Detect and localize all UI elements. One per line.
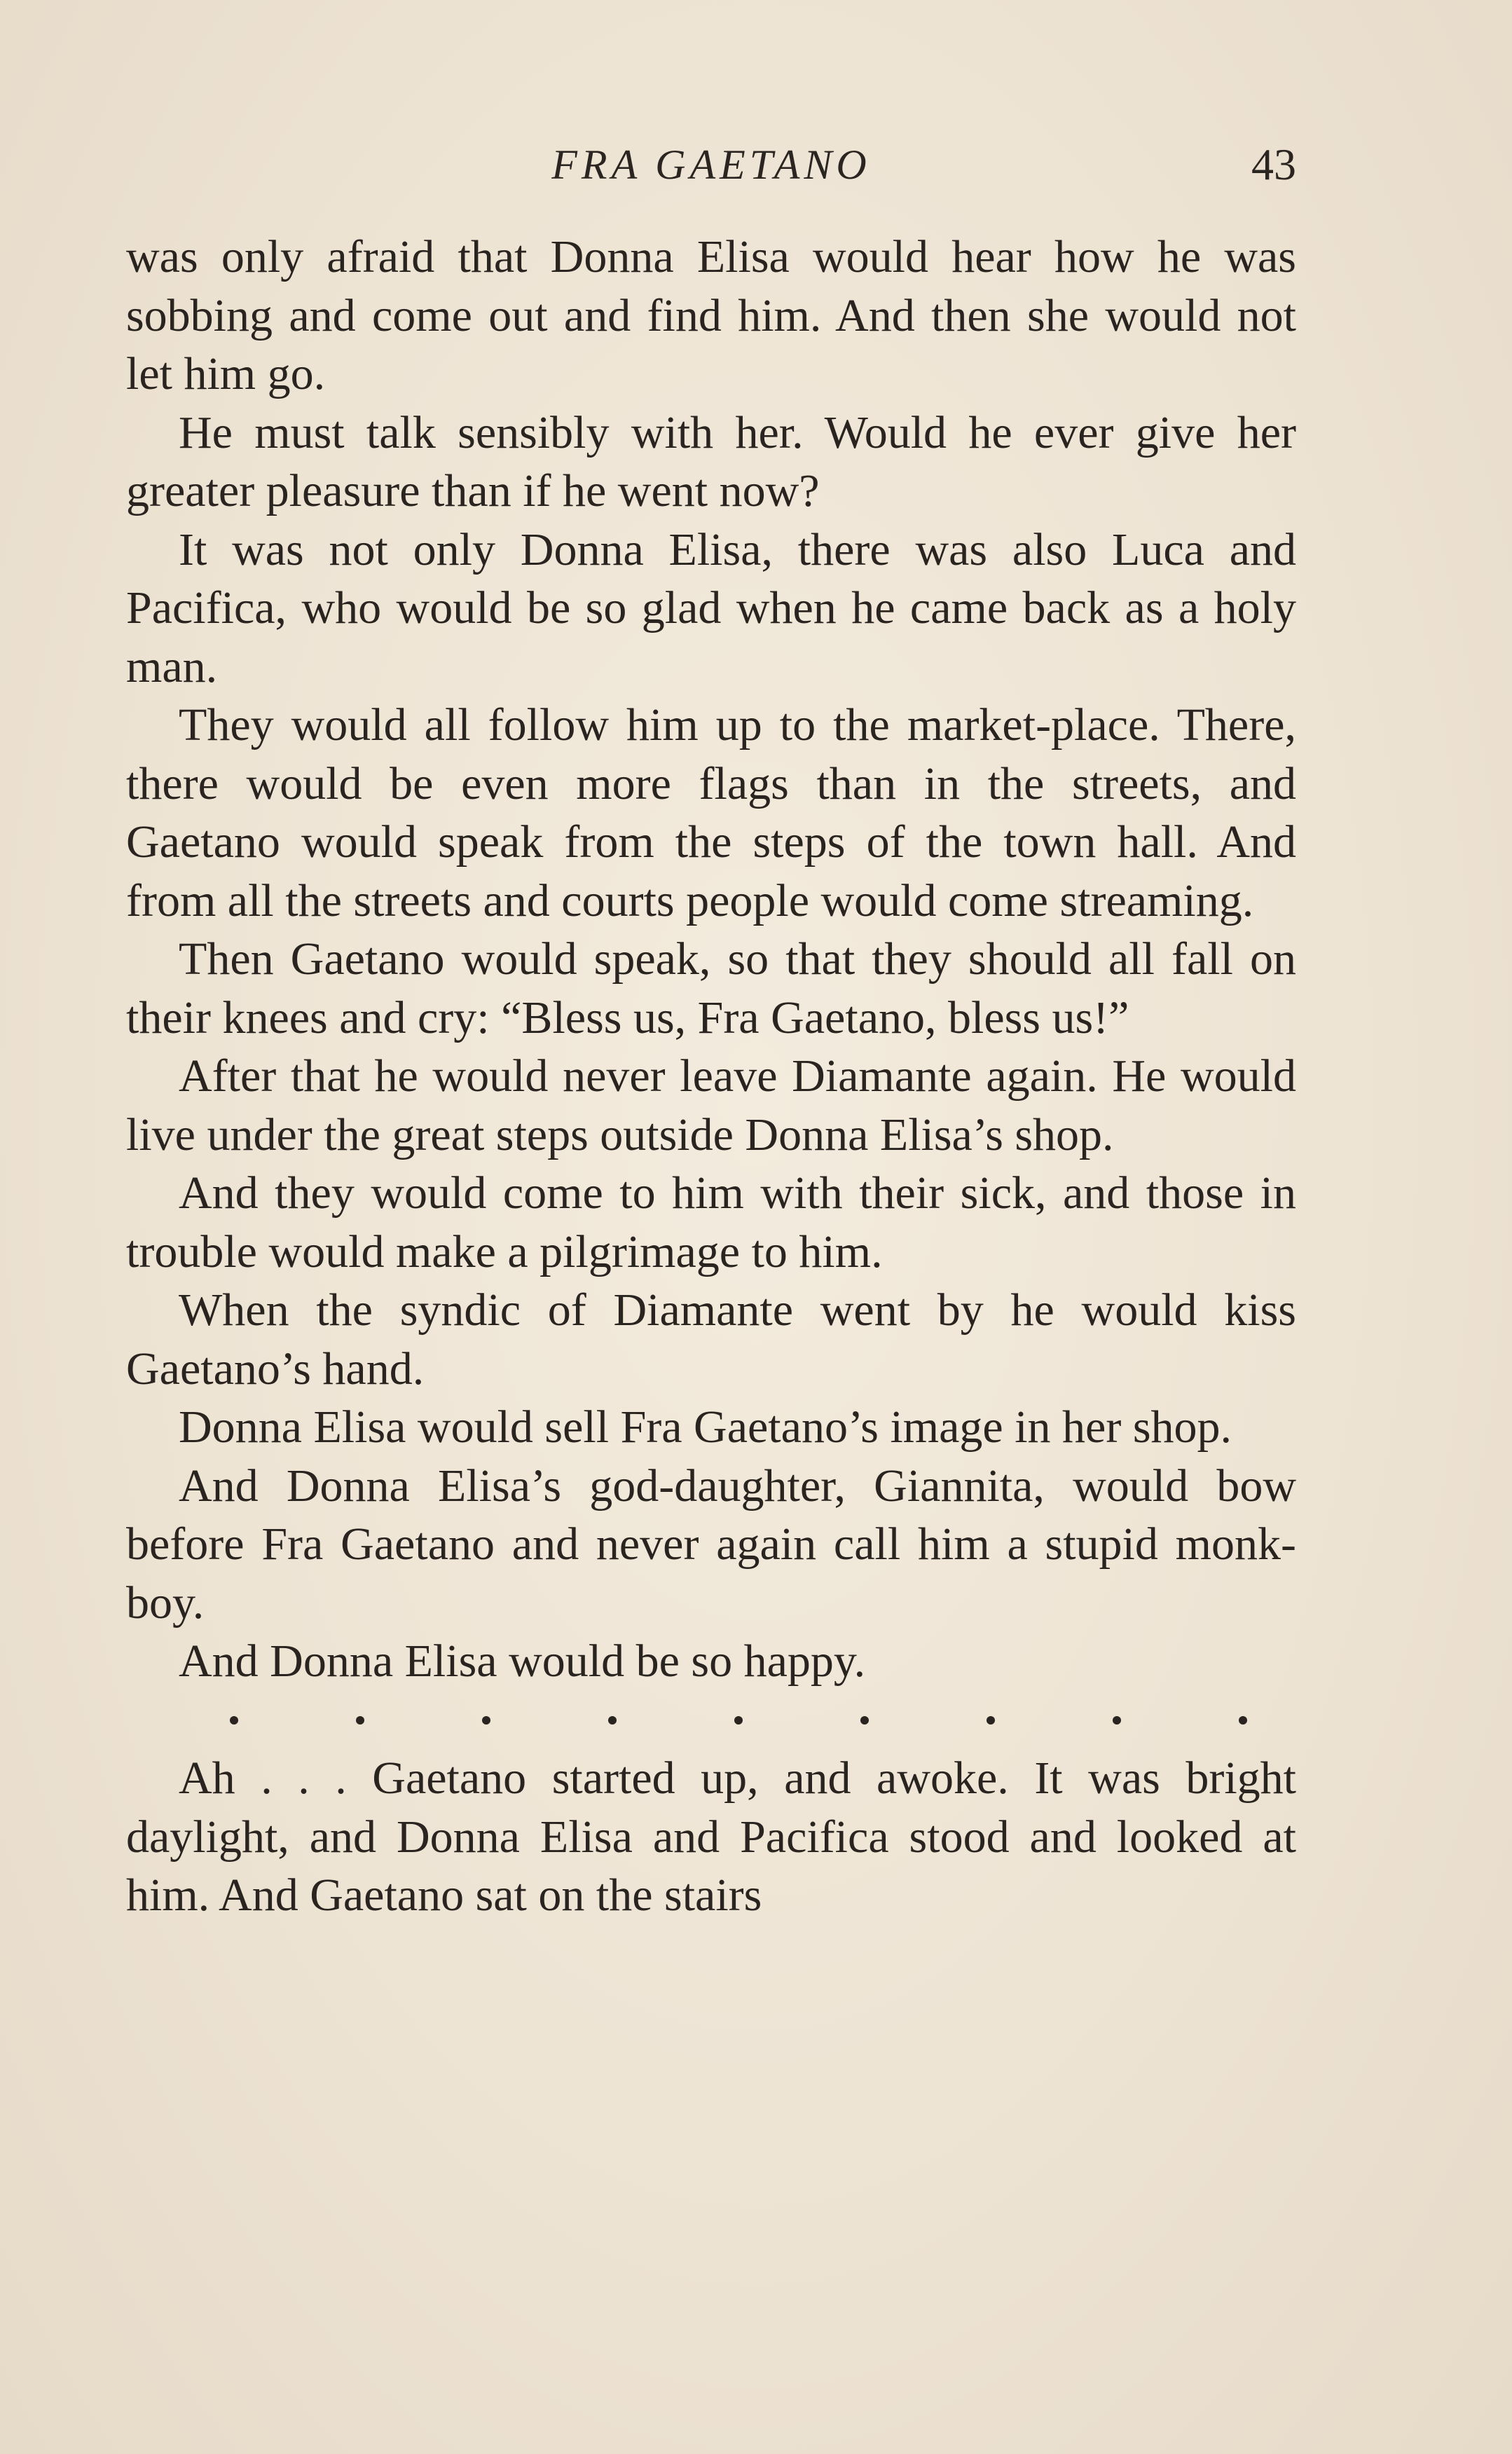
paragraph: When the syndic of Diamante went by he would kiss Gaetano’s hand. [126, 1284, 1296, 1394]
section-break-dot [230, 1716, 238, 1725]
section-break-dot [1113, 1716, 1121, 1725]
section-break-dot [860, 1716, 869, 1725]
paragraph: He must talk sensibly with her. Would he ever give her greater pleasure than if he went now? [126, 406, 1296, 516]
paragraph: They would all follow him up to the market-place. There, there would be even more flags than in the streets, and Gaetano would speak from the steps of the town hall. And from all the streets and courts people would come streaming. [126, 699, 1296, 926]
section-break-dots [126, 1691, 1296, 1750]
paragraph: It was not only Donna Elisa, there was also Luca and Pacifica, who would be so glad when he came back as a holy man. [126, 523, 1296, 692]
final-paragraph: Ah . . . Gaetano started up, and awoke. It was bright daylight, and Donna Elisa and Pacifica stood and looked at him. And Gaetano sat on the stairs [126, 1753, 1296, 1921]
section-break-dot [356, 1716, 364, 1725]
section-break-dot [987, 1716, 995, 1725]
paragraph: And Donna Elisa would be so happy. [179, 1636, 866, 1687]
paragraph: Donna Elisa would sell Fra Gaetano’s image in her shop. [179, 1401, 1232, 1453]
section-break-dot [608, 1716, 617, 1725]
section-break-dot [1239, 1716, 1247, 1725]
paragraph: And Donna Elisa’s god-daughter, Giannita, would bow before Fra Gaetano and never again call him a stupid monk-boy. [126, 1460, 1296, 1629]
section-break-dot [482, 1716, 490, 1725]
paragraph: And they would come to him with their sick, and those in trouble would make a pilgrimage to him. [126, 1167, 1296, 1277]
page-number: 43 [1251, 139, 1296, 189]
page-header [126, 133, 1296, 196]
running-title: FRA GAETANO [551, 142, 871, 188]
body-text [126, 228, 1296, 1925]
paragraph: was only afraid that Donna Elisa would hear how he was sobbing and come out and find him. And then she would not let him go. [126, 231, 1296, 399]
section-break-dot [734, 1716, 743, 1725]
paragraph: After that he would never leave Diamante again. He would live under the great steps outside Donna Elisa’s shop. [126, 1050, 1296, 1160]
paragraph: Then Gaetano would speak, so that they should all fall on their knees and cry: “Bless us, Fra Gaetano, bless us!” [126, 933, 1296, 1043]
